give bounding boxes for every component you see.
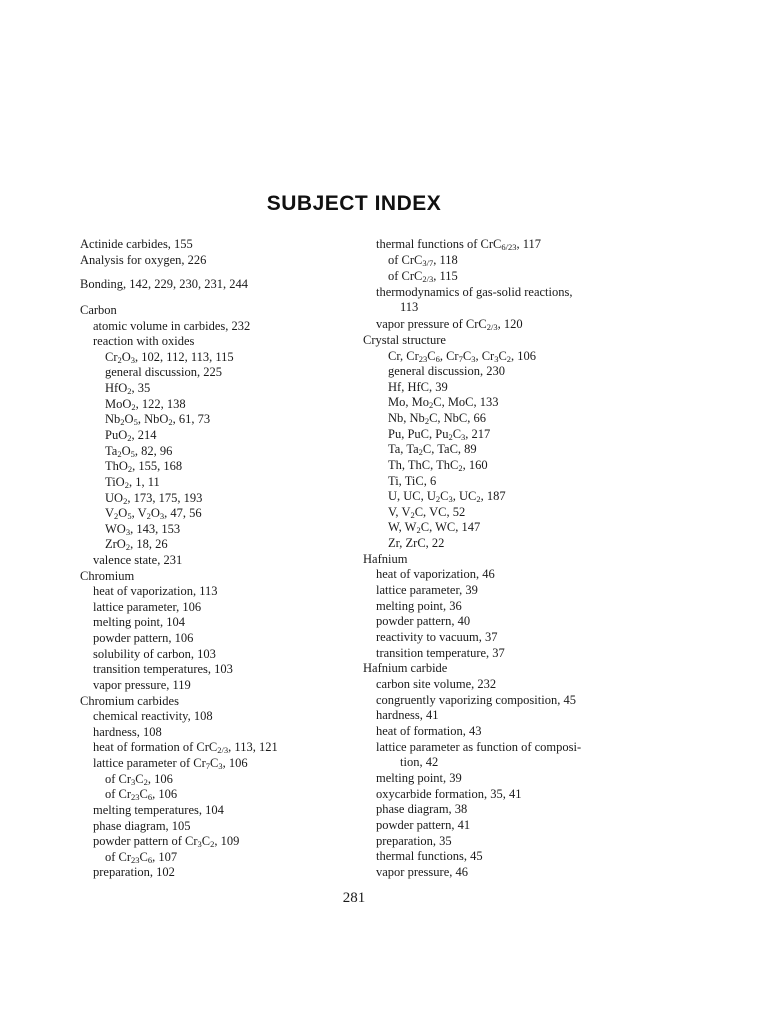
index-entry: lattice parameter, 106 — [93, 600, 202, 614]
index-entry: V, $V_2C$, VC, 52 — [388, 505, 466, 520]
index-entry: powder pattern of $Cr_3C_2$, 109 — [93, 834, 240, 849]
index-entry: ZrO$_2$, 18, 26 — [105, 537, 168, 552]
index-entry: Zr, ZrC, 22 — [388, 536, 445, 550]
index-entry: powder pattern, 40 — [376, 614, 471, 628]
index-entry: of CrC$_{2/3}$, 115 — [388, 269, 458, 284]
index-entry: 113 — [400, 300, 419, 314]
index-entry: oxycarbide formation, 35, 41 — [376, 787, 522, 801]
index-entry: Pu, PuC, $Pu_2C_3$, 217 — [388, 427, 491, 442]
index-entry: powder pattern, 106 — [93, 631, 194, 645]
index-entry: Chromium — [80, 569, 135, 583]
index-entry: $UO_2$, 173, 175, 193 — [105, 491, 203, 506]
index-entry: ThO$_2$, 155, 168 — [105, 459, 183, 474]
index-entry: Hafnium carbide — [363, 661, 448, 675]
index-entry: melting point, 39 — [376, 771, 462, 785]
index-entry: U, UC, $U_2C_3$, $UC_2$, 187 — [388, 489, 506, 504]
index-entry: Analysis for oxygen, 226 — [80, 253, 207, 267]
index-entry: phase diagram, 38 — [376, 802, 468, 816]
index-entry: general discussion, 230 — [388, 364, 505, 378]
index-entry: Hafnium — [363, 552, 408, 566]
index-entry: reaction with oxides — [93, 334, 195, 348]
index-entry: $Cr_2O_3$, 102, 112, 113, 115 — [105, 350, 234, 365]
index-entry: $Nb_2O_5$, NbO$_2$, 61, 73 — [105, 412, 211, 427]
index-entry: melting point, 104 — [93, 615, 186, 629]
index-entry: vapor pressure, 119 — [93, 678, 191, 692]
index-entry: vapor pressure of CrC$_{2/3}$, 120 — [376, 317, 523, 332]
index-entry: Ta, $Ta_2C$, TaC, 89 — [388, 442, 477, 457]
index-entry: vapor pressure, 46 — [376, 865, 468, 879]
index-entry: hardness, 108 — [93, 725, 162, 739]
index-entry: thermodynamics of gas-solid reactions, — [376, 285, 573, 299]
index-entry: lattice parameter, 39 — [376, 583, 478, 597]
index-entry: atomic volume in carbides, 232 — [93, 319, 251, 333]
index-entry: hardness, 41 — [376, 708, 439, 722]
index-entry: Crystal structure — [363, 333, 446, 347]
index-entry: thermal functions of CrC$_{6/23}$, 117 — [376, 237, 541, 252]
index-entry: of $Cr_{23}C_6$, 106 — [105, 787, 178, 802]
index-entry: melting point, 36 — [376, 599, 462, 613]
index-entry: heat of vaporization, 46 — [376, 567, 495, 581]
index-entry: Carbon — [80, 303, 117, 317]
index-entry: transition temperature, 37 — [376, 646, 505, 660]
index-entry: of CrC$_{3/7}$, 118 — [388, 253, 458, 268]
index-entry: Actinide carbides, 155 — [80, 237, 193, 251]
index-entry: congruently vaporizing composition, 45 — [376, 693, 576, 707]
index-entry: HfO$_2$, 35 — [105, 381, 151, 396]
index-entry: tion, 42 — [400, 755, 439, 769]
index-entry: heat of formation, 43 — [376, 724, 482, 738]
index-entry: chemical reactivity, 108 — [93, 709, 213, 723]
index-entry: preparation, 35 — [376, 834, 452, 848]
index-entry: Chromium carbides — [80, 694, 179, 708]
index-entry: lattice parameter as function of composi- — [376, 740, 582, 754]
index-entry: Bonding, 142, 229, 230, 231, 244 — [80, 277, 249, 291]
index-entry: $Ta_2O_5$, 82, 96 — [105, 444, 173, 459]
index-entry: valence state, 231 — [93, 553, 183, 567]
index-entry: reactivity to vacuum, 37 — [376, 630, 498, 644]
index-entry: Hf, HfC, 39 — [388, 380, 448, 394]
index-entry: lattice parameter of $Cr_7C_3$, 106 — [93, 756, 248, 771]
page-title: SUBJECT INDEX — [266, 192, 442, 215]
index-entry: heat of formation of CrC$_{2/3}$, 113, 121 — [93, 740, 278, 755]
index-entry: general discussion, 225 — [105, 365, 222, 379]
index-entry: thermal functions, 45 — [376, 849, 483, 863]
index-entry: transition temperatures, 103 — [93, 662, 233, 676]
index-entry: solubility of carbon, 103 — [93, 647, 216, 661]
index-entry: preparation, 102 — [93, 865, 175, 879]
index-entry: Mo, $Mo_2C$, MoC, 133 — [388, 395, 499, 410]
index-entry: $V_2O_5$, $V_2O_3$, 47, 56 — [105, 506, 202, 521]
page-number: 281 — [342, 890, 366, 906]
index-entry: Ti, TiC, 6 — [388, 474, 437, 488]
index-entry: melting temperatures, 104 — [93, 803, 224, 817]
index-entry: Nb, $Nb_2C$, NbC, 66 — [388, 411, 487, 426]
index-entry: of $Cr_3C_2$, 106 — [105, 772, 173, 787]
index-entry: MoO$_2$, 122, 138 — [105, 397, 186, 412]
index-entry: Th, ThC, ThC$_2$, 160 — [388, 458, 488, 473]
index-entry: carbon site volume, 232 — [376, 677, 497, 691]
index-entry: Cr, $Cr_{23}C_6$, $Cr_7C_3$, $Cr_3C_2$, 106 — [388, 349, 537, 364]
index-entry: TiO$_2$, 1, 11 — [105, 475, 160, 490]
index-entry: powder pattern, 41 — [376, 818, 471, 832]
index-entry: phase diagram, 105 — [93, 819, 191, 833]
index-entry: of $Cr_{23}C_6$, 107 — [105, 850, 178, 865]
index-entry: $WO_3$, 143, 153 — [105, 522, 181, 537]
index-entry: heat of vaporization, 113 — [93, 584, 218, 598]
index-entry: PuO$_2$, 214 — [105, 428, 157, 443]
index-entry: W, $W_2C$, WC, 147 — [388, 520, 481, 535]
